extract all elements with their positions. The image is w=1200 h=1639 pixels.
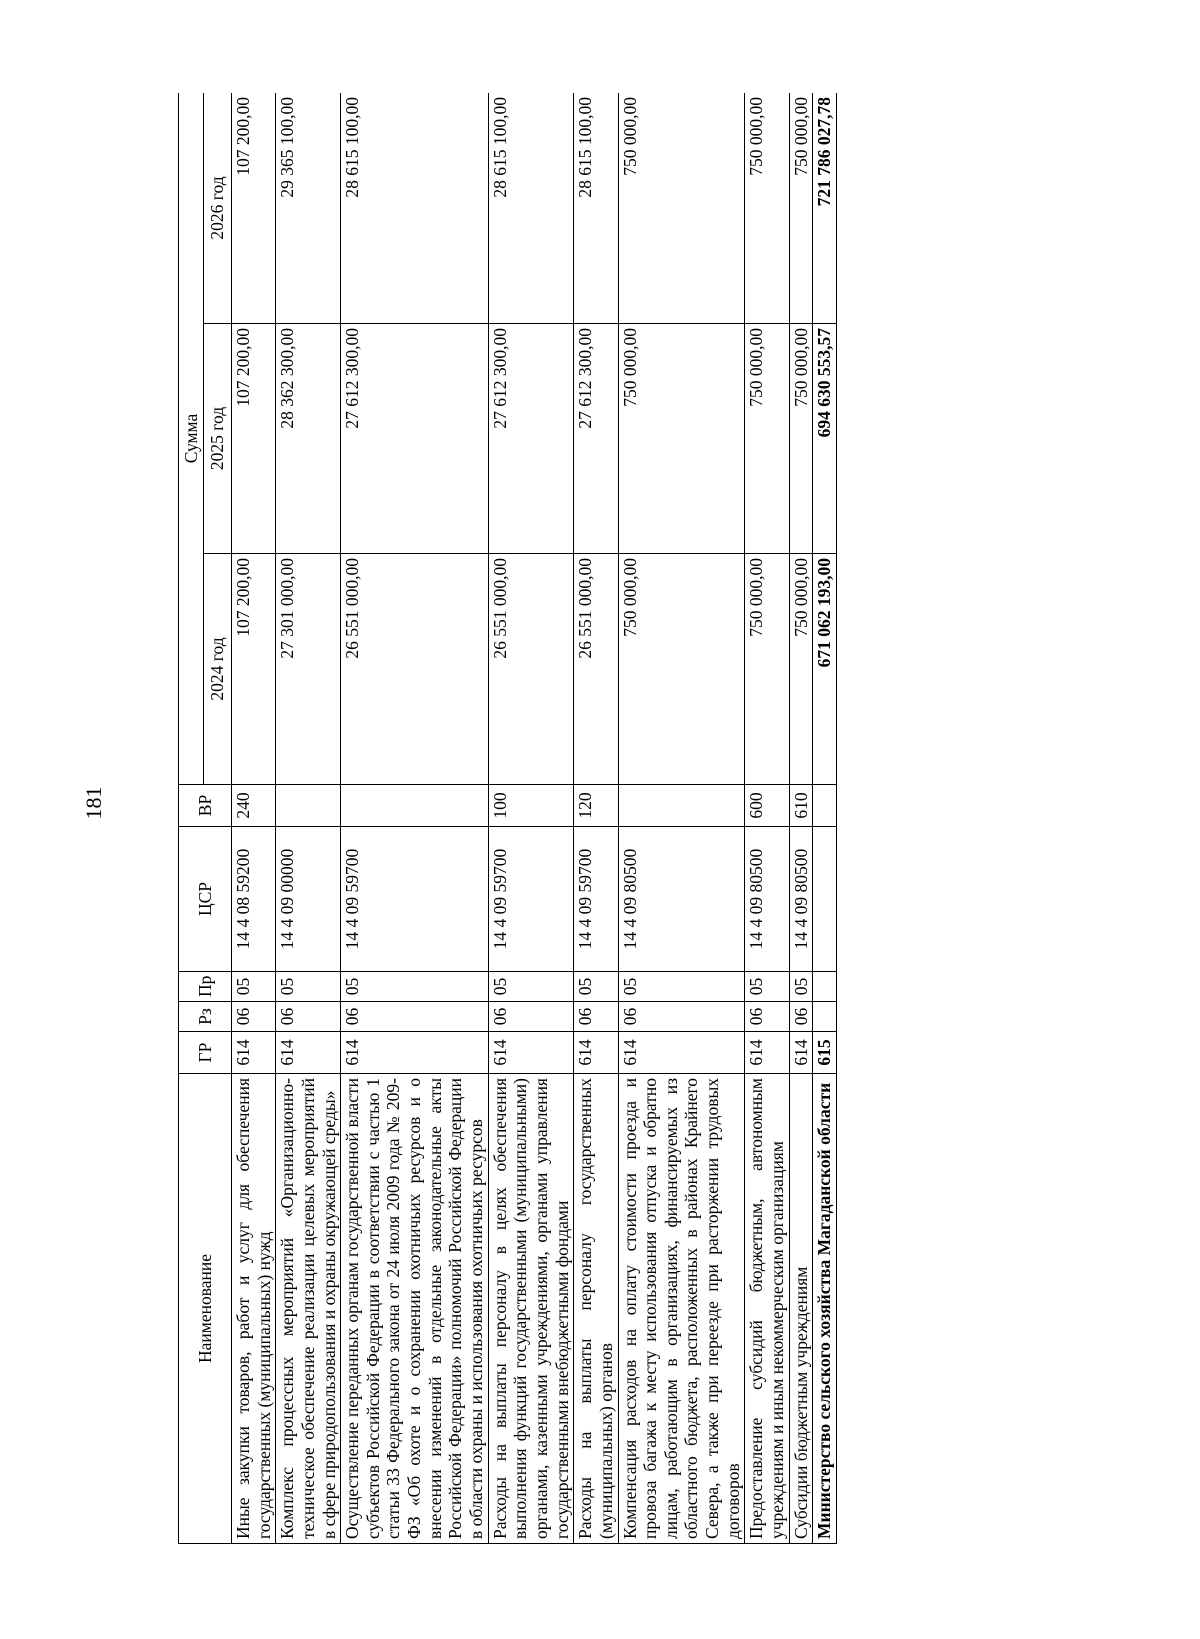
cell-rz: 06 <box>789 1002 813 1032</box>
cell-name: Расходы на выплаты персоналу в целях обеспечения выполнения функций государственными (муниципальными) органами, казенными учреждениями, органами управления государственными внебюджетными фондами <box>488 1074 574 1544</box>
cell-pr <box>813 972 837 1002</box>
cell-2025: 27 612 300,00 <box>574 324 618 554</box>
cell-rz: 06 <box>232 1002 276 1032</box>
header-2025: 2025 год <box>204 324 232 554</box>
header-rz: Рз <box>179 1002 232 1032</box>
cell-2024: 750 000,00 <box>618 554 745 785</box>
cell-rz: 06 <box>488 1002 574 1032</box>
cell-2025: 28 362 300,00 <box>276 324 341 554</box>
header-row-1 <box>179 93 204 1544</box>
cell-vr: 120 <box>574 785 618 827</box>
header-pr: Пр <box>179 972 232 1002</box>
cell-name: Предоставление субсидий бюджетным, автономным учреждениям и иным некоммерческим организациям <box>745 1074 789 1544</box>
cell-gr: 614 <box>745 1032 789 1074</box>
header-gr: ГР <box>179 1032 232 1074</box>
cell-pr: 05 <box>789 972 813 1002</box>
cell-gr: 614 <box>488 1032 574 1074</box>
cell-2026: 750 000,00 <box>745 93 789 324</box>
cell-csr: 14 4 09 59700 <box>488 827 574 972</box>
cell-pr: 05 <box>232 972 276 1002</box>
header-sum: Сумма <box>179 93 204 785</box>
cell-vr: 610 <box>789 785 813 827</box>
table-row <box>745 93 789 1544</box>
cell-vr <box>276 785 341 827</box>
cell-2024: 750 000,00 <box>745 554 789 785</box>
cell-vr <box>813 785 837 827</box>
cell-rz: 06 <box>745 1002 789 1032</box>
cell-csr: 14 4 09 80500 <box>789 827 813 972</box>
page-number: 181 <box>81 786 106 820</box>
budget-table-area <box>178 93 1124 1544</box>
cell-vr <box>341 785 488 827</box>
cell-2026: 750 000,00 <box>618 93 745 324</box>
cell-2025: 27 612 300,00 <box>341 324 488 554</box>
header-2026: 2026 год <box>204 93 232 324</box>
cell-csr: 14 4 09 59700 <box>341 827 488 972</box>
cell-2026: 28 615 100,00 <box>488 93 574 324</box>
cell-rz: 06 <box>574 1002 618 1032</box>
cell-gr: 614 <box>618 1032 745 1074</box>
cell-2025: 750 000,00 <box>745 324 789 554</box>
cell-name: Субсидии бюджетным учреждениям <box>789 1074 813 1544</box>
cell-rz <box>813 1002 837 1032</box>
cell-rz: 06 <box>618 1002 745 1032</box>
cell-2024: 107 200,00 <box>232 554 276 785</box>
cell-pr: 05 <box>488 972 574 1002</box>
header-csr: ЦСР <box>179 827 232 972</box>
cell-csr: 14 4 09 80500 <box>618 827 745 972</box>
cell-gr: 614 <box>276 1032 341 1074</box>
cell-vr <box>618 785 745 827</box>
cell-gr: 614 <box>232 1032 276 1074</box>
budget-table-rotated <box>178 93 1124 1544</box>
cell-2025: 27 612 300,00 <box>488 324 574 554</box>
table-row <box>813 93 837 1544</box>
cell-pr: 05 <box>745 972 789 1002</box>
table-row <box>232 93 276 1544</box>
cell-rz: 06 <box>341 1002 488 1032</box>
table-row <box>574 93 618 1544</box>
cell-2024: 26 551 000,00 <box>341 554 488 785</box>
header-name: Наименование <box>179 1074 232 1544</box>
table-row <box>488 93 574 1544</box>
cell-vr: 240 <box>232 785 276 827</box>
table-row <box>276 93 341 1544</box>
cell-vr: 600 <box>745 785 789 827</box>
cell-2024: 27 301 000,00 <box>276 554 341 785</box>
cell-pr: 05 <box>276 972 341 1002</box>
cell-2026: 721 786 027,78 <box>813 93 837 324</box>
cell-name: Комплекс процессных мероприятий «Организационно-техническое обеспечение реализации целевых мероприятий в сфере природопользования и охраны окружающей среды» <box>276 1074 341 1544</box>
cell-name: Иные закупки товаров, работ и услуг для обеспечения государственных (муниципальных) нужд <box>232 1074 276 1544</box>
cell-gr: 615 <box>813 1032 837 1074</box>
cell-2025: 694 630 553,57 <box>813 324 837 554</box>
cell-pr: 05 <box>618 972 745 1002</box>
cell-2024: 26 551 000,00 <box>574 554 618 785</box>
cell-name: Осуществление переданных органам государственной власти субъектов Российской Федерации в соответствии с частью 1 статьи 33 Федерального закона от 24 июля 2009 года № 209-ФЗ «Об охоте и о сохранении охотничьих ресурсов и о внесении изменений в отдельные законодательные акты Российской Федерации» полномочий Российской Федерации в области охраны и использования охотничьих ресурсов <box>341 1074 488 1544</box>
cell-gr: 614 <box>341 1032 488 1074</box>
cell-csr <box>813 827 837 972</box>
cell-2025: 750 000,00 <box>618 324 745 554</box>
header-vr: ВР <box>179 785 232 827</box>
cell-2026: 28 615 100,00 <box>574 93 618 324</box>
cell-csr: 14 4 08 59200 <box>232 827 276 972</box>
cell-2025: 750 000,00 <box>789 324 813 554</box>
cell-gr: 614 <box>574 1032 618 1074</box>
cell-2026: 750 000,00 <box>789 93 813 324</box>
cell-name: Расходы на выплаты персоналу государственных (муниципальных) органов <box>574 1074 618 1544</box>
table-row <box>789 93 813 1544</box>
cell-csr: 14 4 09 00000 <box>276 827 341 972</box>
cell-csr: 14 4 09 59700 <box>574 827 618 972</box>
cell-gr: 614 <box>789 1032 813 1074</box>
cell-vr: 100 <box>488 785 574 827</box>
cell-2024: 750 000,00 <box>789 554 813 785</box>
cell-csr: 14 4 09 80500 <box>745 827 789 972</box>
cell-pr: 05 <box>341 972 488 1002</box>
cell-rz: 06 <box>276 1002 341 1032</box>
cell-name: Компенсация расходов на оплату стоимости проезда и провоза багажа к месту использования отпуска и обратно лицам, работающим в организациях, финансируемых из областного бюджета, расположенных в районах Крайнего Севера, а также при переезде при расторжении трудовых договоров <box>618 1074 745 1544</box>
cell-2026: 28 615 100,00 <box>341 93 488 324</box>
header-2024: 2024 год <box>204 554 232 785</box>
cell-name: Министерство сельского хозяйства Магаданской области <box>813 1074 837 1544</box>
cell-2026: 107 200,00 <box>232 93 276 324</box>
table-body <box>232 93 837 1544</box>
cell-pr: 05 <box>574 972 618 1002</box>
cell-2024: 26 551 000,00 <box>488 554 574 785</box>
cell-2026: 29 365 100,00 <box>276 93 341 324</box>
table-row <box>341 93 488 1544</box>
cell-2025: 107 200,00 <box>232 324 276 554</box>
budget-table <box>178 93 837 1544</box>
table-row <box>618 93 745 1544</box>
cell-2024: 671 062 193,00 <box>813 554 837 785</box>
